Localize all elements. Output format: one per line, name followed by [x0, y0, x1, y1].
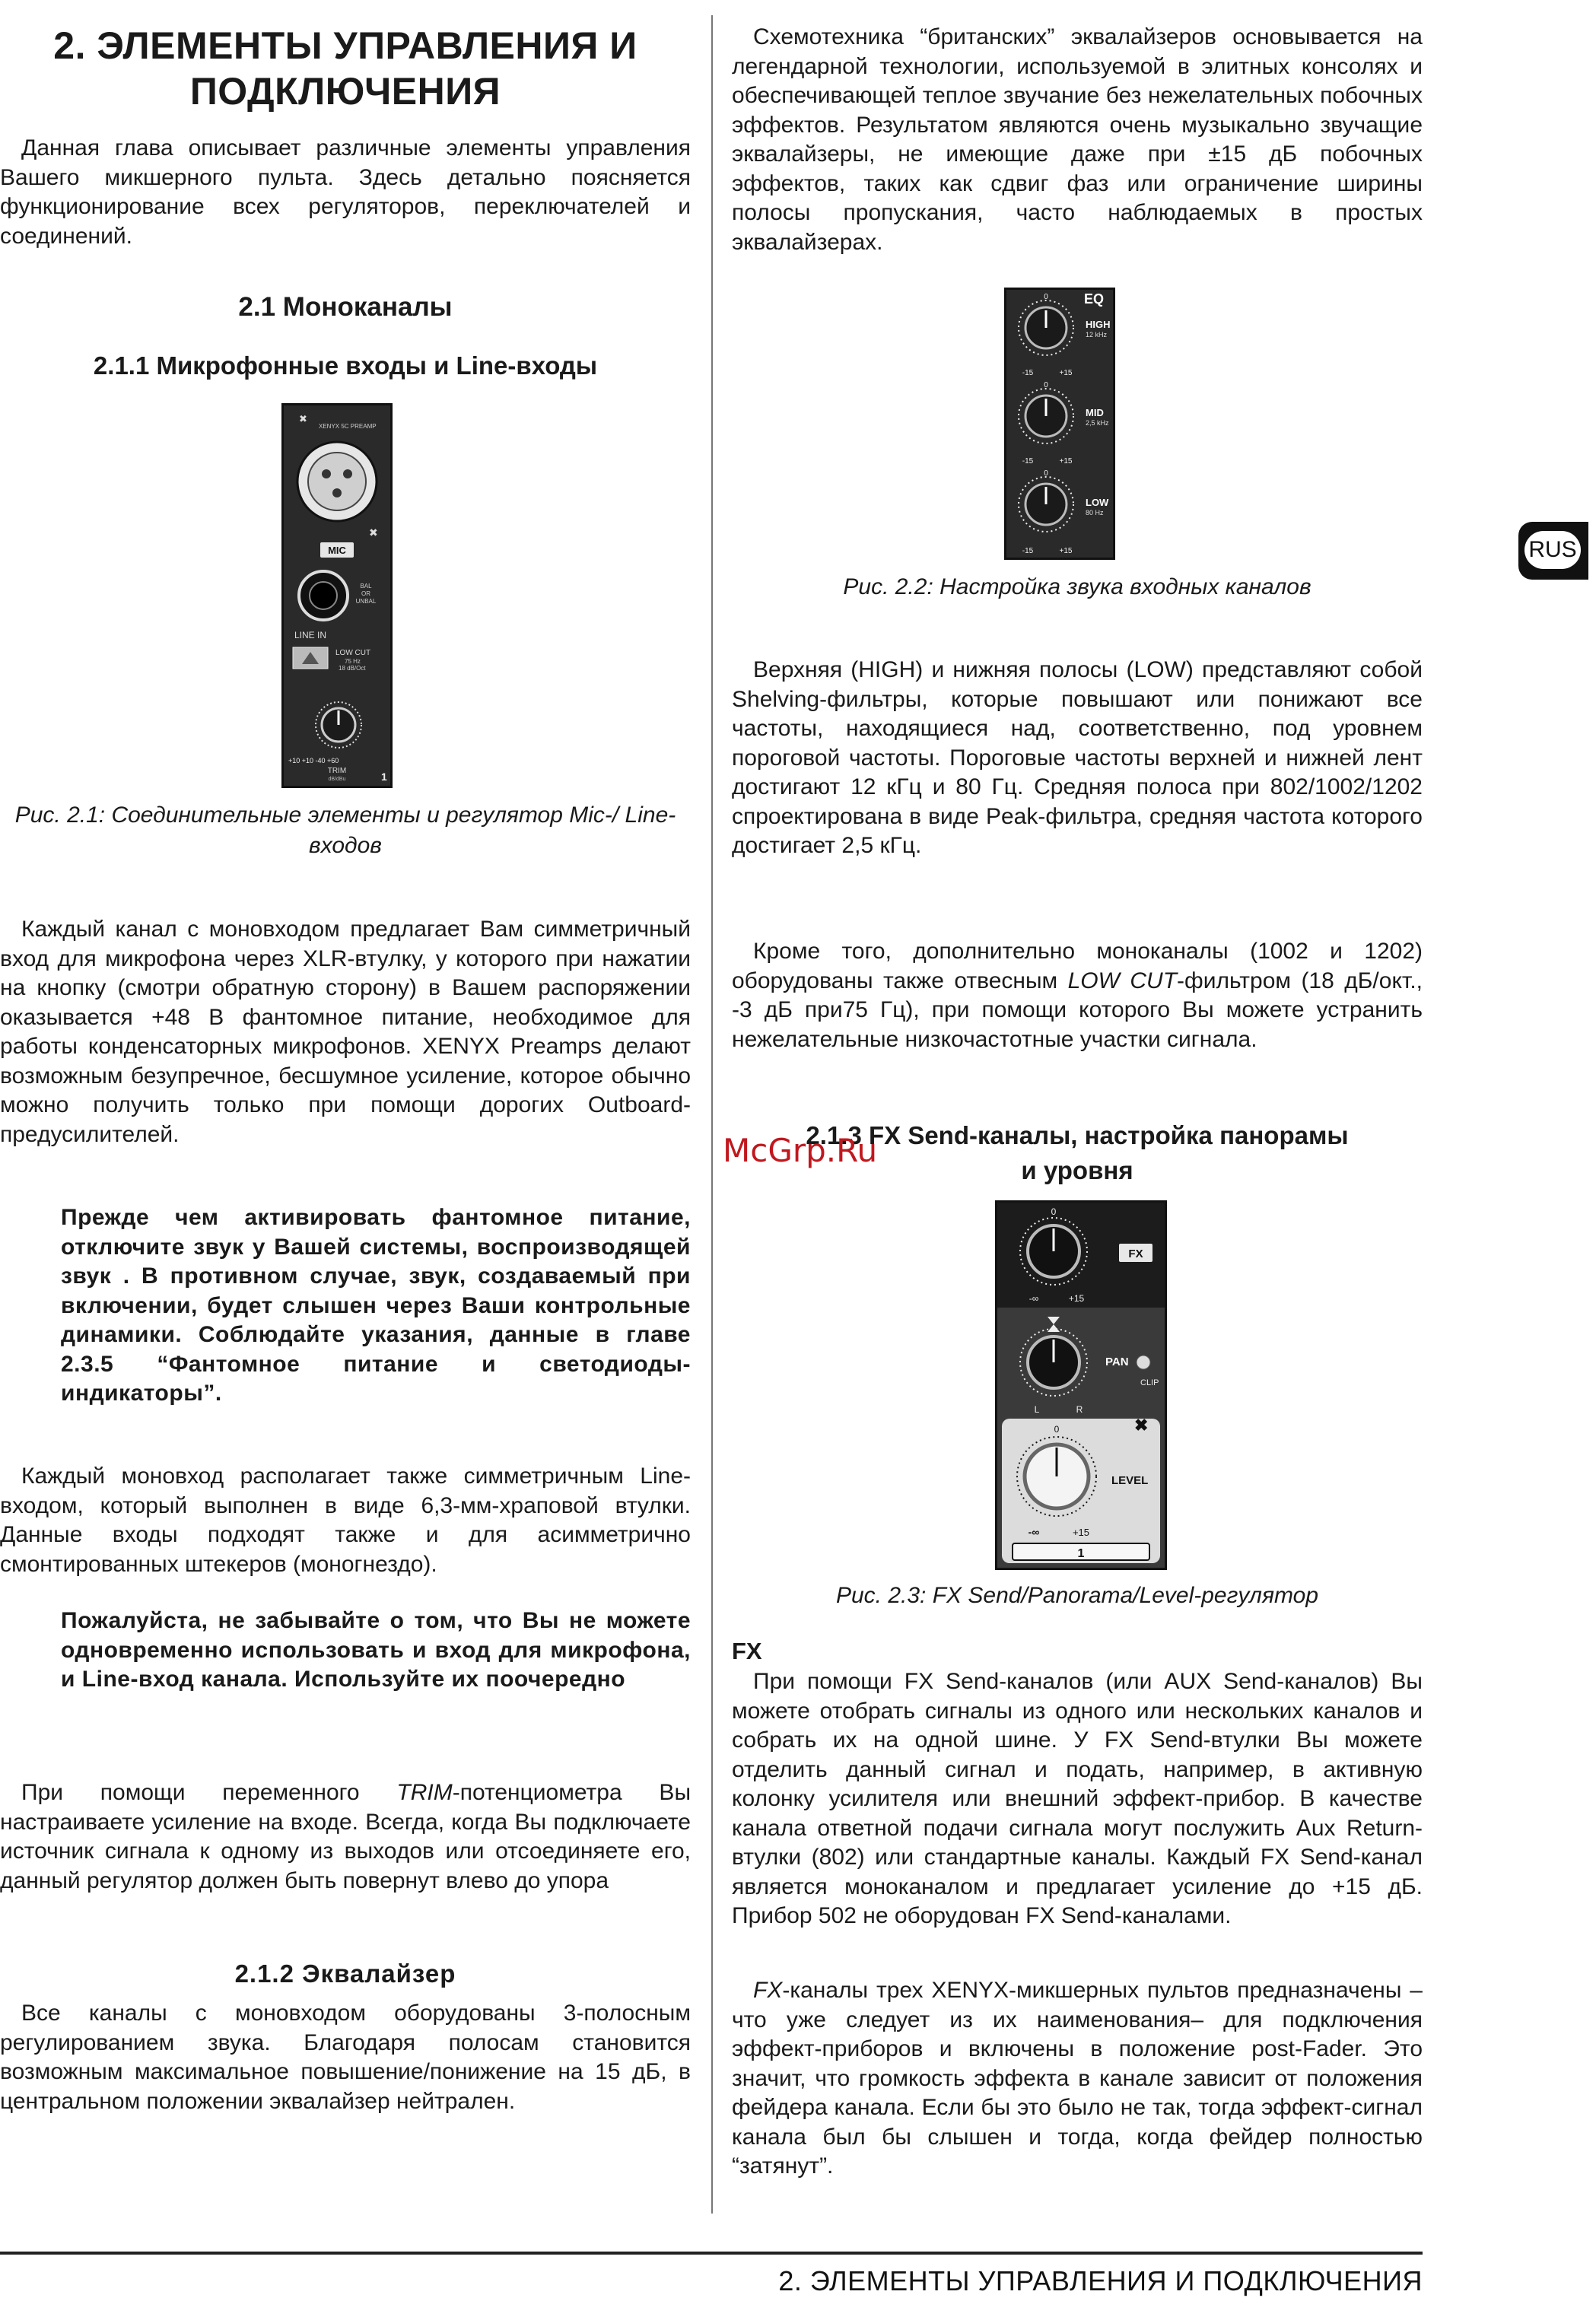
language-tab-label: RUS — [1524, 531, 1581, 569]
footer-rule — [0, 2252, 1423, 2255]
mono-paragraph-1: Каждый канал с моновходом предлагает Вам симметричный вход для микрофона через XLR-втулку, у которого при нажатии на кнопку (смотри обратную сторону) в Вашем распоряжении оказывается +48 В фантомное питание, необходимое для работы конденсаторных микрофонов. XENYX Preamps делают возможным безупречное, бесшумное усиление, которое обычно можно получить только при помощи дорогих Outboard-предусилителей. — [0, 917, 691, 1147]
page-footer: 2. ЭЛЕМЕНТЫ УПРАВЛЕНИЯ И ПОДКЛЮЧЕНИЯ — [778, 2265, 1423, 2296]
fx-heading: FX — [732, 1638, 762, 1664]
svg-text:0: 0 — [1051, 1206, 1057, 1217]
eq-low-label: LOW — [1086, 497, 1109, 508]
fig1-bal-2: OR — [361, 590, 370, 597]
eq-high-label: HIGH — [1086, 319, 1111, 330]
svg-text:+15: +15 — [1059, 547, 1073, 555]
fig1-preamp-label: XENYX 5C PREAMP — [319, 423, 377, 430]
low-cut-para-pre: Кроме того, дополнительно моноканалы (1002 и 1202) оборудованы также отвесным — [732, 939, 1423, 993]
svg-text:0: 0 — [1044, 381, 1048, 389]
figure-2-1-caption: Рис. 2.1: Соединительные элементы и регулятор Mic-/ Line-входов — [14, 802, 676, 858]
chapter-title-line2: ПОДКЛЮЧЕНИЯ — [189, 70, 501, 113]
fx-para-post: -каналы трех XENYX-микшерных пультов предназначены – что уже следует из их наименования– для подключения эффект-приборов и включены в положение post-Fader. Это значит, что громкость эффекта в канале зависит от положения фейдера канала. Если бы это было не так, тогда эффект-сигнал канала был бы слышен и тогда, когда фейдер полностью “затянут”. — [732, 1978, 1423, 2179]
eq-mid-label: MID — [1086, 407, 1104, 418]
trim-para-pre: При помощи переменного — [21, 1780, 397, 1805]
clip-led-icon — [1137, 1355, 1150, 1369]
svg-text:-15: -15 — [1022, 457, 1034, 466]
fig3-pan-label: PAN — [1105, 1355, 1129, 1368]
svg-text:R: R — [1076, 1404, 1083, 1415]
section-heading-2-1: 2.1 Моноканалы — [238, 292, 453, 322]
svg-text:0: 0 — [1044, 293, 1048, 301]
eq-high-freq: 12 kHz — [1086, 331, 1108, 338]
trim-paragraph — [0, 1778, 691, 1896]
svg-text:0: 0 — [1054, 1424, 1060, 1435]
figure-eq-panel — [1004, 288, 1115, 560]
svg-text:+15: +15 — [1072, 1527, 1090, 1538]
eq-paragraph-2: Схемотехника “британских” эквалайзеров основывается на легендарной технологии, используемой в элитных консолях и обеспечивающей теплое звучание без нежелательных побочных эффектов. Результатом являются очень музыкально звучащие эквалайзеры, не имеющие даже при ±15 дБ побочных эффектов, таких как сдвиг фаз или ограничение ширины полосы пропускания, часто наблюдаемых в простых эквалайзерах. — [732, 24, 1423, 255]
fx-para-em: FX — [753, 1978, 783, 2003]
fig3-fx-label: FX — [1128, 1247, 1143, 1260]
trim-para-post: -потенциометра Вы настраиваете усиление на входе. Всегда, когда Вы подключаете источник сигнала к одному из выходов или отсоединяете его, данный регулятор должен быть повернут влево до упора — [0, 1780, 691, 1893]
figure-2-2-caption: Рис. 2.2: Настройка звука входных каналов — [843, 574, 1311, 599]
watermark: McGrp.Ru — [723, 1132, 878, 1169]
figure-2-3-caption: Рис. 2.3: FX Send/Panorama/Level-регулятор — [835, 1583, 1319, 1608]
svg-text:-∞: -∞ — [1028, 1526, 1040, 1538]
fig3-level-label: LEVEL — [1111, 1474, 1149, 1487]
section-2-1-3-line2: и уровня — [1021, 1156, 1133, 1184]
fx-paragraph-2 — [732, 1976, 1423, 2182]
inputs-note: Пожалуйста, не забывайте о том, что Вы не можете одновременно использовать и вход для микрофона, и Line-вход канала. Используйте их поочередно — [61, 1608, 691, 1692]
fig1-low-cut-label: LOW CUT — [335, 649, 371, 657]
column-divider — [711, 15, 713, 2214]
fig1-trim-scale: +10 +10 -40 +60 — [288, 757, 339, 764]
svg-text:-15: -15 — [1022, 369, 1034, 377]
fig1-trim-label: TRIM — [327, 767, 347, 775]
eq-knob-mid — [1019, 381, 1109, 466]
section-heading-2-1-1: 2.1.1 Микрофонные входы и Line-входы — [93, 351, 598, 380]
fig3-clip-label: CLIP — [1140, 1378, 1159, 1387]
fig3-screw-icon: ✖ — [1134, 1416, 1149, 1435]
svg-text:0: 0 — [1044, 469, 1048, 478]
eq-knob-low — [1019, 469, 1109, 555]
section-heading-2-1-2: 2.1.2 Эквалайзер — [234, 1959, 456, 1988]
fig1-low-cut-slope: 18 dB/Oct — [339, 665, 366, 672]
chapter-title — [0, 23, 691, 114]
mono-paragraph-2: Каждый моновход располагает также симметричным Line-входом, который выполнен в виде 6,3-мм-храповой втулки. Данные входы подходят также и для асимметрично смонтированных штекеров (моногнездо). — [0, 1464, 691, 1577]
svg-text:+15: +15 — [1068, 1293, 1085, 1304]
fig1-bal-3: UNBAL — [355, 598, 377, 605]
figure-mic-line-panel — [281, 403, 393, 788]
fig1-screw-icon: ✖ — [369, 526, 378, 539]
fig2-eq-label: EQ — [1083, 291, 1104, 307]
svg-text:-15: -15 — [1022, 547, 1034, 555]
figure-fx-pan-level-panel — [995, 1200, 1167, 1570]
fig1-low-cut-freq: 75 Hz — [345, 658, 361, 665]
chapter-title-line1: 2. ЭЛЕМЕНТЫ УПРАВЛЕНИЯ И — [53, 24, 637, 67]
fx-paragraph-1: При помощи FX Send-каналов (или AUX Send-каналов) Вы можете отобрать сигналы из одного или нескольких каналов и собрать их на одной шине. У FX Send-втулки Вы можете отделить данный сигнал и подать, например, в активную колонку усилителя или внешний эффект-прибор. В качестве канала ответной подачи сигнала могут послужить Aux Return-втулки (802) или стандартные каналы. Каждый FX Send-канал является моноканалом и предлагает усиление до +15 дБ. Прибор 502 не оборудован FX Send-каналами. — [732, 1669, 1423, 1928]
eq-mid-freq: 2,5 kHz — [1086, 419, 1109, 427]
svg-text:-∞: -∞ — [1028, 1293, 1039, 1304]
fig1-x-icon: ✖ — [299, 413, 307, 424]
fig1-line-in-label: LINE IN — [294, 630, 327, 640]
section-2-1-3-line1: 2.1.3 FX Send-каналы, настройка панорамы — [806, 1121, 1349, 1149]
fig1-channel-number: 1 — [381, 771, 387, 783]
low-cut-para-em: LOW CUT — [1067, 968, 1178, 993]
trim-para-em: TRIM — [396, 1780, 453, 1805]
svg-text:L: L — [1034, 1404, 1040, 1415]
phantom-power-note: Прежде чем активировать фантомное питание, отключите звук у Вашей системы, воспроизводящей звук . В противном случае, звук, создаваемый при включении, будет слышен через Ваши контрольные динамики. Соблюдайте указания, данные в главе 2.3.5 “Фантомное питание и светодиоды-индикаторы”. — [61, 1205, 691, 1406]
fig3-channel-number: 1 — [1077, 1547, 1085, 1560]
eq-low-freq: 80 Hz — [1086, 509, 1104, 516]
eq-paragraph-1: Все каналы с моновходом оборудованы 3-полосным регулированием звука. Благодаря полосам становится возможным максимальное повышение/понижение на 15 дБ, в центральном положении эквалайзер нейтрален. — [0, 2001, 691, 2114]
intro-paragraph: Данная глава описывает различные элементы управления Вашего микшерного пульта. Здесь детально поясняется функционирование всех регуляторов, переключателей и соединений. — [0, 135, 691, 249]
fig1-trim-unit: dB/dBu — [328, 777, 346, 782]
left-column — [0, 0, 691, 2114]
fig1-mic-label: MIC — [328, 545, 346, 556]
low-cut-para-post: -фильтром (18 дБ/окт., -3 дБ при75 Гц), при помощи которого Вы можете устранить нежелательные низкочастотные участки сигнала. — [732, 968, 1423, 1052]
language-tab — [1518, 522, 1588, 580]
low-cut-paragraph — [732, 937, 1423, 1054]
fig1-bal-1: BAL — [360, 583, 372, 590]
svg-text:+15: +15 — [1059, 457, 1073, 466]
shelving-paragraph: Верхняя (HIGH) и нижняя полосы (LOW) представляют собой Shelving-фильтры, которые повышают или понижают все частоты, находящиеся над, соответственно, под уровнем пороговой частоты. Пороговые частоты верхней и нижней лент достигают 12 кГц и 80 Гц. Средняя полоса при 802/1002/1202 спроектирована в виде Peak-фильтра, средняя частота которого достигает 2,5 кГц. — [732, 657, 1423, 858]
svg-text:+15: +15 — [1059, 369, 1073, 377]
